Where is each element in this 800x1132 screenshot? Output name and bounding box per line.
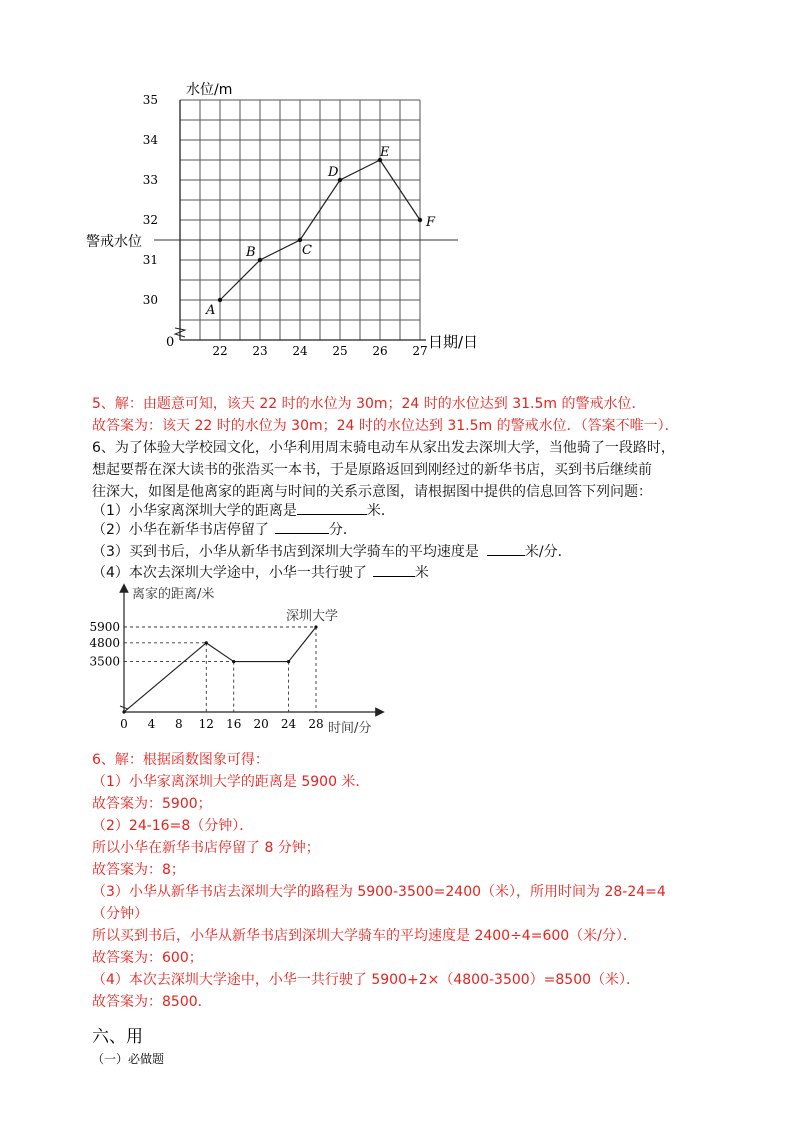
answer6-line12: 故答案为：8500． <box>92 994 212 1010</box>
chart1-warning-label: 警戒水位 <box>86 234 142 250</box>
answer6-line11: （4）本次去深圳大学途中，小华一共行驶了 5900+2×（4800-3500）=8500（米）． <box>92 972 641 988</box>
chart1-point-label: F <box>426 215 436 230</box>
chart2-x-tick-label: 8 <box>175 717 183 731</box>
chart2-y-tick-label: 4800 <box>89 635 120 650</box>
chart1-y-tick-label: 31 <box>142 253 158 267</box>
chart1-y-tick-label: 35 <box>142 93 158 107</box>
q6-p3-text: （3）买到书后，小华从新华书店到深圳大学骑车的平均速度是 <box>92 544 479 560</box>
q6-p1-blank[interactable] <box>297 500 367 515</box>
q6-p2-unit: 分． <box>328 522 357 538</box>
chart1-y-axis-label: 水位/m <box>186 82 233 98</box>
q6-p3-blank[interactable] <box>487 541 525 556</box>
q6-p4-unit: 米 <box>414 565 429 581</box>
chart2-x-tick-label: 28 <box>308 717 324 731</box>
q6-p2-blank[interactable] <box>275 519 329 534</box>
subsection-title: （一）必做题 <box>92 1052 165 1066</box>
question6-part2 <box>92 519 357 540</box>
chart2-y-tick-label: 5900 <box>89 620 120 634</box>
chart1-grid <box>180 100 420 340</box>
chart2-axes <box>120 588 380 712</box>
answer6-line6: 故答案为：8； <box>92 862 185 878</box>
chart2-series-line <box>124 627 316 712</box>
question6-line2: 想起要帮在深大读书的张浩买一本书，于是原路返回到刚经过的新华书店，买到书后继续前 <box>92 462 652 478</box>
chart1-x-tick-label: 22 <box>212 344 228 358</box>
chart1-point-a <box>218 298 222 302</box>
answer6-line8: （分钟） <box>92 906 148 922</box>
chart1-x-tick-label: 27 <box>412 344 428 358</box>
chart2-x-tick-label: 16 <box>226 717 242 731</box>
chart1-point-label: D <box>328 165 339 180</box>
q6-p2-text: （2）小华在新华书店停留了 <box>92 522 269 538</box>
answer6-line7: （3）小华从新华书店去深圳大学的路程为 5900-3500=2400（米），所用时间为 28-24=4 <box>92 884 666 900</box>
answer6-line2: （1）小华家离深圳大学的距离是 5900 米． <box>92 774 370 790</box>
chart1-y-tick-label: 32 <box>142 213 158 227</box>
chart1-x-tick-label: 25 <box>332 344 348 358</box>
question6-line1: 6、为了体验大学校园文化，小华利用周末骑电动车从家出发去深圳大学，当他骑了一段路时， <box>92 440 675 456</box>
answer6-line4: （2）24-16=8（分钟）． <box>92 818 254 834</box>
question6-part3 <box>92 541 572 562</box>
chart1-y-tick-label: 30 <box>142 293 158 307</box>
chart1-point-label: E <box>380 145 390 160</box>
chart1-point-f <box>418 218 422 222</box>
chart2-point <box>205 641 208 644</box>
answer6-line10: 故答案为：600； <box>92 950 203 966</box>
chart1-axis-break <box>175 328 185 337</box>
answer6-line5: 所以小华在新华书店停留了 8 分钟； <box>92 840 320 856</box>
chart1-y-tick-label: 34 <box>142 133 158 147</box>
q6-p1-unit: 米． <box>366 503 395 519</box>
chart2-point <box>122 710 125 713</box>
chart1-point-c <box>298 238 302 242</box>
chart1-point-d <box>338 178 342 182</box>
chart1-origin-label: 0 <box>166 335 175 350</box>
chart2-x-tick-label: 24 <box>280 717 297 731</box>
chart2-annotation: 深圳大学 <box>286 609 339 624</box>
answer6-line9: 所以买到书后，小华从新华书店到深圳大学骑车的平均速度是 2400÷4=600（米/分）． <box>92 928 637 944</box>
chart1-x-tick-label: 24 <box>292 344 308 358</box>
chart2-x-axis-label: 时间/分 <box>328 721 372 736</box>
q6-p3-unit: 米/分． <box>524 544 572 560</box>
question6-part1 <box>92 500 395 521</box>
section-title: 六、用 <box>92 1027 143 1047</box>
chart2-point <box>287 660 290 663</box>
chart2-guides <box>124 627 316 712</box>
chart2-x-tick-label: 0 <box>120 717 128 731</box>
chart1-x-tick-label: 23 <box>252 344 268 358</box>
answer5-line1: 5、解：由题意可知，该天 22 时的水位为 30m；24 时的水位达到 31.5m 的警戒水位． <box>92 396 646 412</box>
q6-p4-text: （4）本次去深圳大学途中，小华一共行驶了 <box>92 565 367 581</box>
chart1-y-tick-label: 33 <box>142 173 158 187</box>
chart2-point <box>232 660 235 663</box>
chart2-y-tick-label: 3500 <box>89 654 120 669</box>
answer6-line1: 6、解：根据函数图象可得： <box>92 752 269 768</box>
chart2-y-axis-label: 离家的距离/米 <box>132 587 215 602</box>
chart1-point-label: C <box>302 243 312 258</box>
chart2-x-tick-label: 4 <box>147 717 156 731</box>
chart1-point-label: B <box>246 245 256 260</box>
chart2-x-tick-label: 12 <box>198 717 214 731</box>
chart1-point-b <box>258 258 262 262</box>
answer5-line2: 故答案为：该天 22 时的水位为 30m；24 时的水位达到 31.5m 的警戒水位．（答案不唯一）． <box>92 418 679 434</box>
q6-p4-blank[interactable] <box>373 562 415 577</box>
question6-line3: 往深大，如图是他离家的距离与时间的关系示意图，请根据图中提供的信息回答下列问题： <box>92 484 652 500</box>
q6-p1-text: （1）小华家离深圳大学的距离是 <box>92 503 297 519</box>
distance-time-chart <box>80 582 400 742</box>
chart1-x-axis-label: 日期/日 <box>428 333 479 351</box>
chart1-point-label: A <box>206 303 216 318</box>
water-level-chart <box>70 70 490 370</box>
question6-part4 <box>92 562 429 583</box>
chart2-x-tick-label: 20 <box>253 717 269 731</box>
chart2-point <box>314 625 317 628</box>
chart1-x-tick-label: 26 <box>372 344 388 358</box>
answer6-line3: 故答案为：5900； <box>92 796 212 812</box>
